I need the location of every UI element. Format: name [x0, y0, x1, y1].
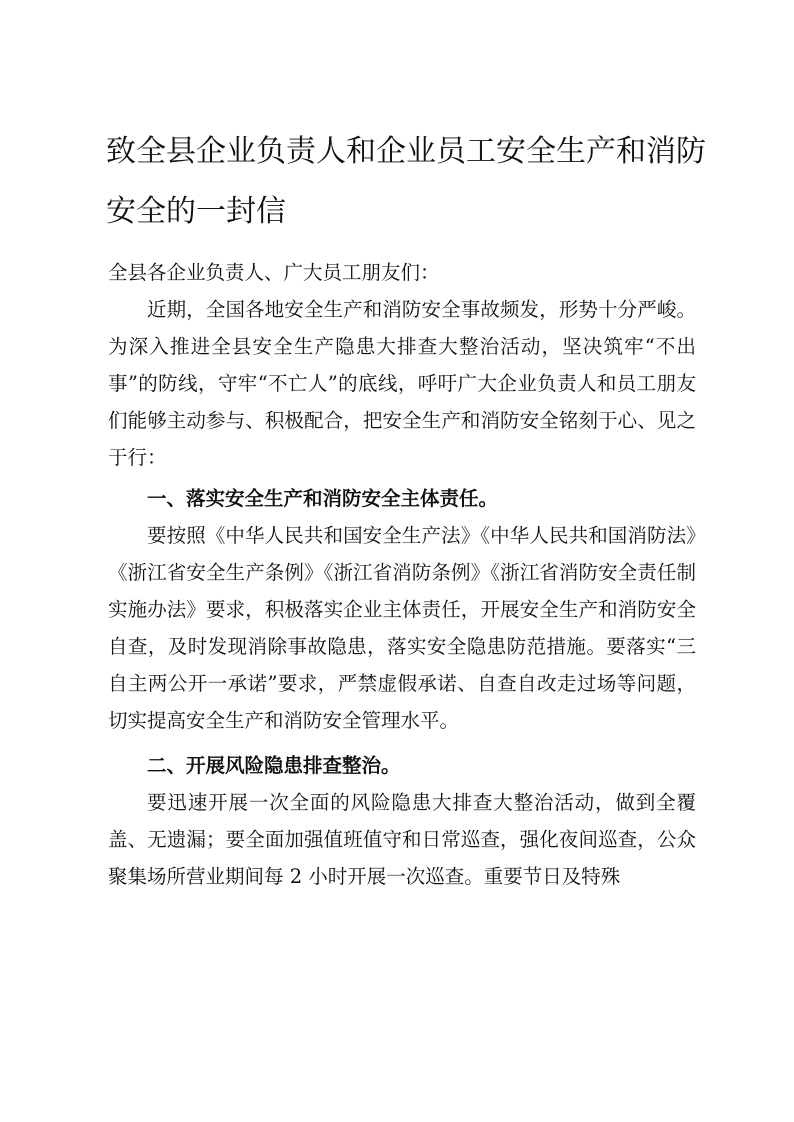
section-body: 要迅速开展一次全面的风险隐患大排查大整治活动，做到全覆盖、无遗漏；要全面加强值班值守和日常巡查，强化夜间巡查，公众聚集场所营业期间每 2 小时开展一次巡查。重要节日及特殊	[108, 791, 696, 888]
intro-paragraph: 近期，全国各地安全生产和消防安全事故频发，形势十分严峻。为深入推进全县安全生产隐患大排查大整治活动，坚决筑牢“不出事”的防线，守牢“不亡人”的底线，呼吁广大企业负责人和员工朋友们能够主动参与、积极配合，把安全生产和消防安全铭刻于心、见之于行：	[108, 298, 696, 469]
section-heading: 二、开展风险隐患排查整治。	[147, 754, 401, 777]
salutation: 全县各企业负责人、广大员工朋友们：	[108, 261, 440, 284]
section-heading: 一、落实安全生产和消防安全主体责任。	[147, 487, 499, 510]
document-title: 致全县企业负责人和企业员工安全生产和消防安全的一封信	[106, 134, 706, 229]
letter-body	[108, 254, 696, 895]
section-body: 要按照《中华人民共和国安全生产法》《中华人民共和国消防法》《浙江省安全生产条例》《浙江省消防条例》《浙江省消防安全责任制实施办法》要求，积极落实企业主体责任，开展安全生产和消防安全自查，及时发现消除事故隐患，落实安全隐患防范措施。要落实“三自主两公开一承诺”要求，严禁虚假承诺、自查自改走过场等问题，切实提高安全生产和消防安全管理水平。	[108, 524, 696, 732]
